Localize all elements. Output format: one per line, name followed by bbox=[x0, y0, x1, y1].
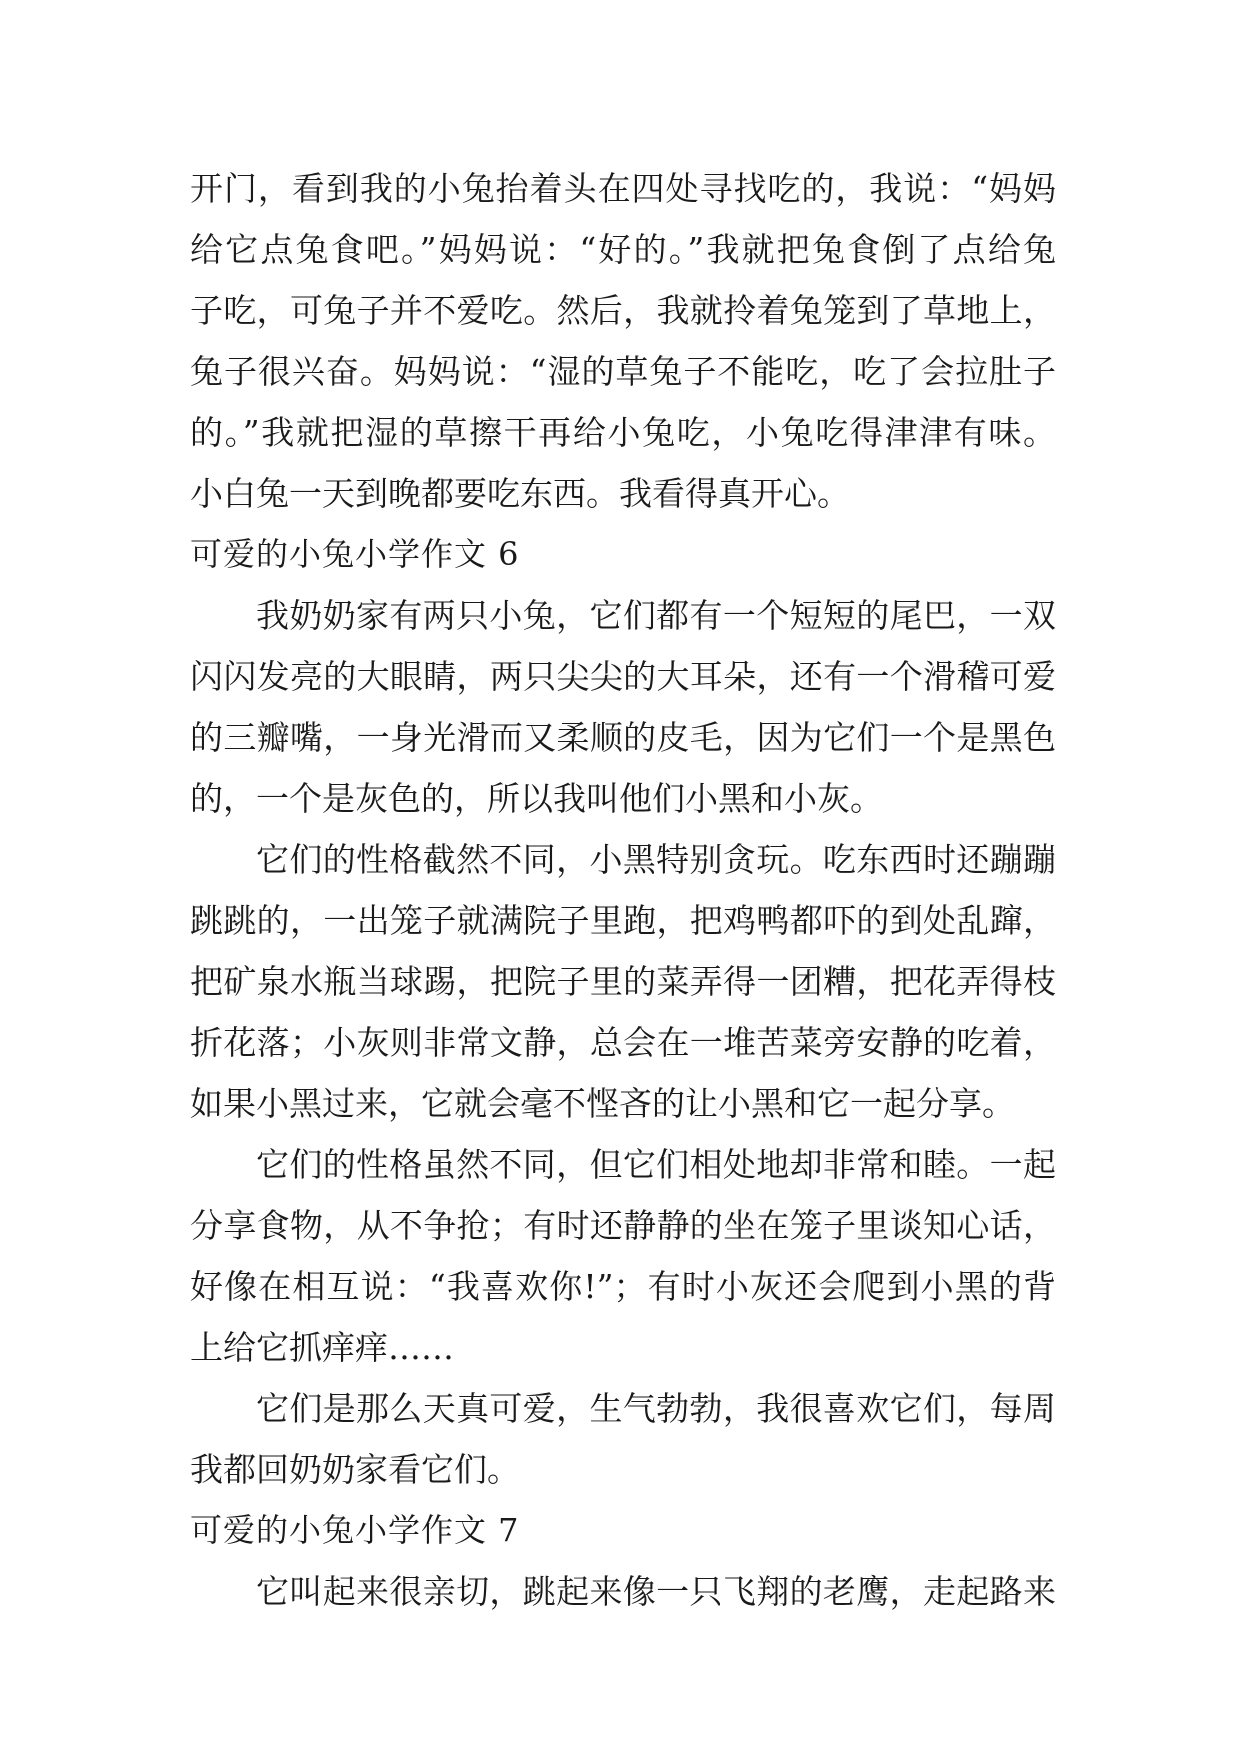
text-line: 给它点兔食吧。”妈妈说：“好的。”我就把兔食倒了点给兔 bbox=[190, 230, 1056, 269]
document-body bbox=[190, 158, 1056, 1622]
essay7-paragraph-1 bbox=[190, 1561, 1056, 1622]
text-line: 的。”我就把湿的草擦干再给小兔吃，小兔吃得津津有味。 bbox=[190, 413, 1056, 452]
text-line: 子吃，可兔子并不爱吃。然后，我就拎着兔笼到了草地上， bbox=[190, 291, 1056, 330]
intro-paragraph bbox=[190, 158, 1056, 524]
essay-heading-6: 可爱的小兔小学作文 6 bbox=[190, 535, 520, 573]
text-line: 它叫起来很亲切，跳起来像一只飞翔的老鹰，走起路来 bbox=[256, 1572, 1056, 1611]
text-line: 它们的性格虽然不同，但它们相处地却非常和睦。一起 bbox=[256, 1145, 1056, 1184]
text-line: 开门，看到我的小兔抬着头在四处寻找吃的，我说：“妈妈 bbox=[190, 169, 1056, 208]
essay6-paragraph-4 bbox=[190, 1378, 1056, 1500]
text-line: 分享食物，从不争抢；有时还静静的坐在笼子里谈知心话， bbox=[190, 1206, 1056, 1245]
text-line: 兔子很兴奋。妈妈说：“湿的草兔子不能吃，吃了会拉肚子 bbox=[190, 352, 1056, 391]
text-line: 我奶奶家有两只小兔，它们都有一个短短的尾巴，一双 bbox=[256, 596, 1056, 635]
text-line: 把矿泉水瓶当球踢，把院子里的菜弄得一团糟，把花弄得枝 bbox=[190, 962, 1056, 1001]
essay-heading-7: 可爱的小兔小学作文 7 bbox=[190, 1511, 520, 1549]
text-line: 如果小黑过来，它就会毫不悭吝的让小黑和它一起分享。 bbox=[190, 1084, 1015, 1123]
essay6-paragraph-2 bbox=[190, 829, 1056, 1134]
text-line: 折花落；小灰则非常文静，总会在一堆苦菜旁安静的吃着， bbox=[190, 1023, 1056, 1062]
text-line: 的，一个是灰色的，所以我叫他们小黑和小灰。 bbox=[190, 779, 883, 818]
text-line: 上给它抓痒痒…… bbox=[190, 1328, 454, 1367]
text-line: 闪闪发亮的大眼睛，两只尖尖的大耳朵，还有一个滑稽可爱 bbox=[190, 657, 1056, 696]
text-line: 好像在相互说：“我喜欢你!”；有时小灰还会爬到小黑的背 bbox=[190, 1267, 1056, 1306]
text-line: 它们是那么天真可爱，生气勃勃，我很喜欢它们，每周 bbox=[256, 1389, 1056, 1428]
text-line: 小白兔一天到晚都要吃东西。我看得真开心。 bbox=[190, 474, 850, 513]
essay6-paragraph-1 bbox=[190, 585, 1056, 829]
text-line: 跳跳的，一出笼子就满院子里跑，把鸡鸭都吓的到处乱蹿， bbox=[190, 901, 1056, 940]
essay6-paragraph-3 bbox=[190, 1134, 1056, 1378]
text-line: 的三瓣嘴，一身光滑而又柔顺的皮毛，因为它们一个是黑色 bbox=[190, 718, 1056, 757]
text-line: 它们的性格截然不同，小黑特别贪玩。吃东西时还蹦蹦 bbox=[256, 840, 1056, 879]
text-line: 我都回奶奶家看它们。 bbox=[190, 1450, 520, 1489]
